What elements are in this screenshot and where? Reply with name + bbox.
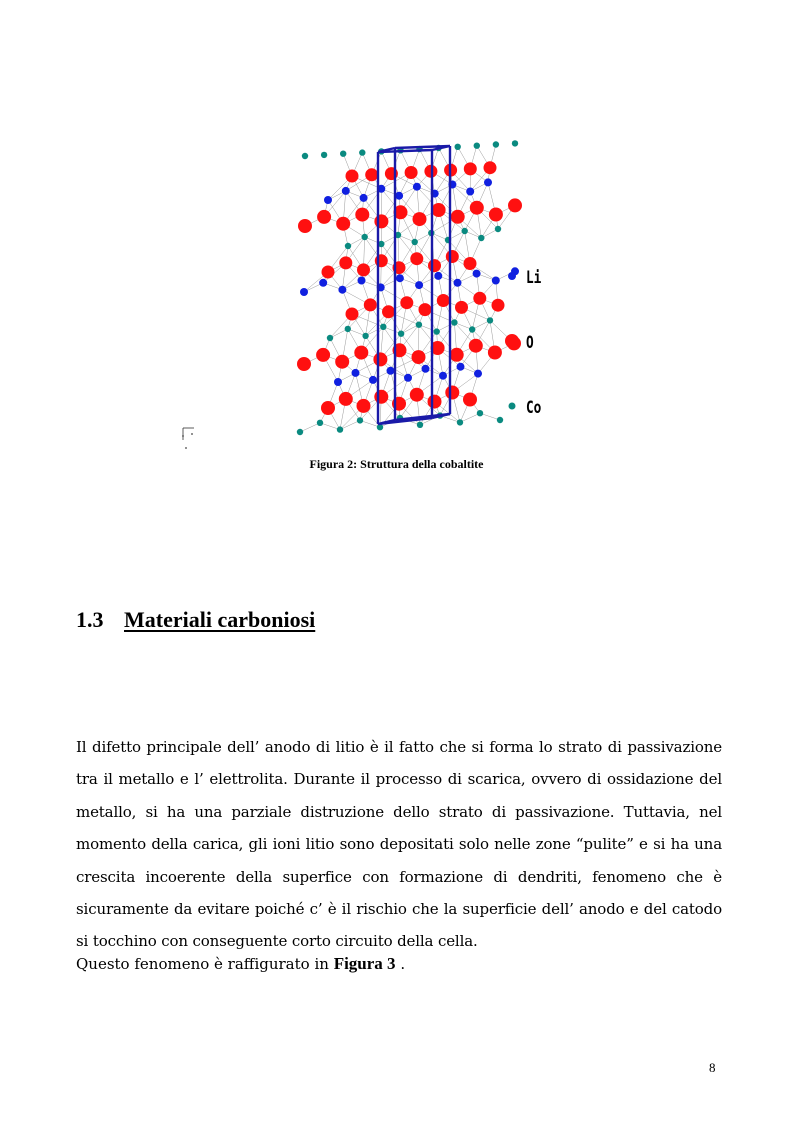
atom-co xyxy=(434,328,440,334)
atom-li xyxy=(338,286,346,294)
figure-caption: Figura 2: Struttura della cobaltite xyxy=(309,457,484,471)
reference-prefix: Questo fenomeno è raffigurato in xyxy=(76,955,334,973)
atom-co xyxy=(302,153,308,159)
atom-o xyxy=(374,214,388,228)
atom-li xyxy=(466,188,474,196)
atom-co xyxy=(477,410,483,416)
atom-li xyxy=(492,277,500,285)
atom-co xyxy=(345,326,351,332)
atom-co xyxy=(417,422,423,428)
atom-o xyxy=(317,210,331,224)
atom-li xyxy=(454,279,462,287)
atom-li xyxy=(352,369,360,377)
atom-li xyxy=(422,365,430,373)
legend-swatch-li xyxy=(508,272,516,280)
atom-o xyxy=(464,257,477,270)
atom-co xyxy=(345,243,351,249)
atom-o xyxy=(382,305,395,318)
atom-co xyxy=(457,419,463,425)
atom-co xyxy=(359,149,365,155)
atom-o xyxy=(412,350,426,364)
figure-reference-line xyxy=(76,954,405,974)
page-number: 8 xyxy=(709,1060,716,1075)
atom-o xyxy=(321,401,335,415)
atom-co xyxy=(380,324,386,330)
atom-o xyxy=(455,301,468,314)
atom-o xyxy=(297,357,311,371)
atom-o xyxy=(413,212,427,226)
atom-li xyxy=(342,187,350,195)
atom-o xyxy=(355,208,369,222)
atom-li xyxy=(474,370,482,378)
atom-o xyxy=(373,352,387,366)
atom-o xyxy=(410,252,423,265)
atom-co xyxy=(362,234,368,240)
atom-co xyxy=(451,319,457,325)
atom-o xyxy=(428,259,441,272)
atom-o xyxy=(488,346,502,360)
atom-o xyxy=(450,348,464,362)
figure-reference-link[interactable]: Figura 3 xyxy=(333,954,396,973)
atom-o xyxy=(364,298,377,311)
crystal-structure-figure xyxy=(170,138,550,448)
bond-line xyxy=(300,423,320,432)
atom-co xyxy=(455,144,461,150)
atom-o xyxy=(508,198,522,212)
atom-li xyxy=(396,274,404,282)
atom-co xyxy=(497,417,503,423)
atom-o xyxy=(437,294,450,307)
atom-o xyxy=(316,348,330,362)
atom-o xyxy=(428,395,442,409)
atom-o xyxy=(484,161,497,174)
atom-co xyxy=(487,317,493,323)
legend-label-o: O xyxy=(526,333,534,353)
legend-swatch-o xyxy=(505,334,519,348)
section-number: 1.3 xyxy=(76,607,104,632)
atom-co xyxy=(317,420,323,426)
atom-o xyxy=(445,386,459,400)
atom-o xyxy=(410,388,424,402)
atom-o xyxy=(492,299,505,312)
atom-o xyxy=(463,393,477,407)
atom-li xyxy=(395,192,403,200)
atom-co xyxy=(493,141,499,147)
atom-o xyxy=(375,254,388,267)
atom-co xyxy=(297,429,303,435)
atom-li xyxy=(324,196,332,204)
legend-label-co: Co xyxy=(526,398,542,418)
atom-co xyxy=(416,322,422,328)
atom-li xyxy=(415,281,423,289)
legend-label-li: Li xyxy=(526,268,542,288)
atom-o xyxy=(354,346,368,360)
bond-line xyxy=(460,413,480,422)
atom-o xyxy=(346,308,359,321)
atom-co xyxy=(512,140,518,146)
atom-o xyxy=(489,208,503,222)
atom-li xyxy=(439,372,447,380)
atom-o xyxy=(451,210,465,224)
atom-co xyxy=(337,426,343,432)
section-title: Materiali carboniosi xyxy=(124,607,316,632)
atom-li xyxy=(387,367,395,375)
atom-o xyxy=(336,217,350,231)
atom-o xyxy=(446,250,459,263)
atom-li xyxy=(484,178,492,186)
atom-co xyxy=(340,151,346,157)
atoms xyxy=(297,140,522,435)
legend-swatch-co xyxy=(509,403,516,410)
atom-o xyxy=(357,399,371,413)
atom-o xyxy=(400,296,413,309)
atom-o xyxy=(339,392,353,406)
atom-o xyxy=(469,339,483,353)
atom-o xyxy=(335,355,349,369)
atom-o xyxy=(432,203,446,217)
atom-li xyxy=(360,194,368,202)
atom-co xyxy=(462,228,468,234)
atom-li xyxy=(334,378,342,386)
atom-co xyxy=(412,239,418,245)
atom-li xyxy=(300,288,308,296)
atom-co xyxy=(321,152,327,158)
atom-co xyxy=(357,417,363,423)
atom-o xyxy=(470,201,484,215)
atom-co xyxy=(398,331,404,337)
atom-o xyxy=(419,303,432,316)
atom-co xyxy=(362,333,368,339)
atom-o xyxy=(339,256,352,269)
atom-co xyxy=(469,326,475,332)
atom-o xyxy=(346,170,359,183)
atom-o xyxy=(405,166,418,179)
atom-li xyxy=(457,363,465,371)
atom-li xyxy=(434,272,442,280)
atom-o xyxy=(374,390,388,404)
atom-li xyxy=(413,183,421,191)
atom-co xyxy=(327,335,333,341)
atom-li xyxy=(404,374,412,382)
reference-suffix: . xyxy=(395,955,406,973)
atom-li xyxy=(319,279,327,287)
atom-co xyxy=(478,235,484,241)
axis-indicator-icon xyxy=(180,426,194,450)
atom-li xyxy=(369,376,377,384)
atom-o xyxy=(357,263,370,276)
atom-li xyxy=(473,270,481,278)
atom-co xyxy=(495,226,501,232)
atom-co xyxy=(474,143,480,149)
section-heading xyxy=(76,607,315,633)
atom-o xyxy=(298,219,312,233)
atom-o xyxy=(464,162,477,175)
cobaltite-lattice-diagram xyxy=(170,138,550,448)
bond-lines xyxy=(300,145,515,432)
atom-li xyxy=(358,277,366,285)
atom-o xyxy=(322,266,335,279)
atom-o xyxy=(473,292,486,305)
atom-o xyxy=(365,168,378,181)
bond-line xyxy=(340,420,360,429)
paragraph-text: Il difetto principale dell’ anodo di litio è il fatto che si forma lo strato di passivazione tra il metallo e l’ elettrolita. Durante il processo di scarica, ovvero di ossidazione del metallo, si ha una parziale distruzione dello strato di passivazione. Tuttavia, nel momento della carica, gli ioni litio sono depositati solo nelle zone “pulite” e si ha una crescita incoerente della superfice con formazione di dendriti, fenomeno che è sicuramente da evitare poiché c’ è il rischio che la superficie dell’ anodo e del catodo si tocchino con conseguente corto circuito della cella. xyxy=(76,738,722,951)
body-paragraph xyxy=(76,731,722,958)
